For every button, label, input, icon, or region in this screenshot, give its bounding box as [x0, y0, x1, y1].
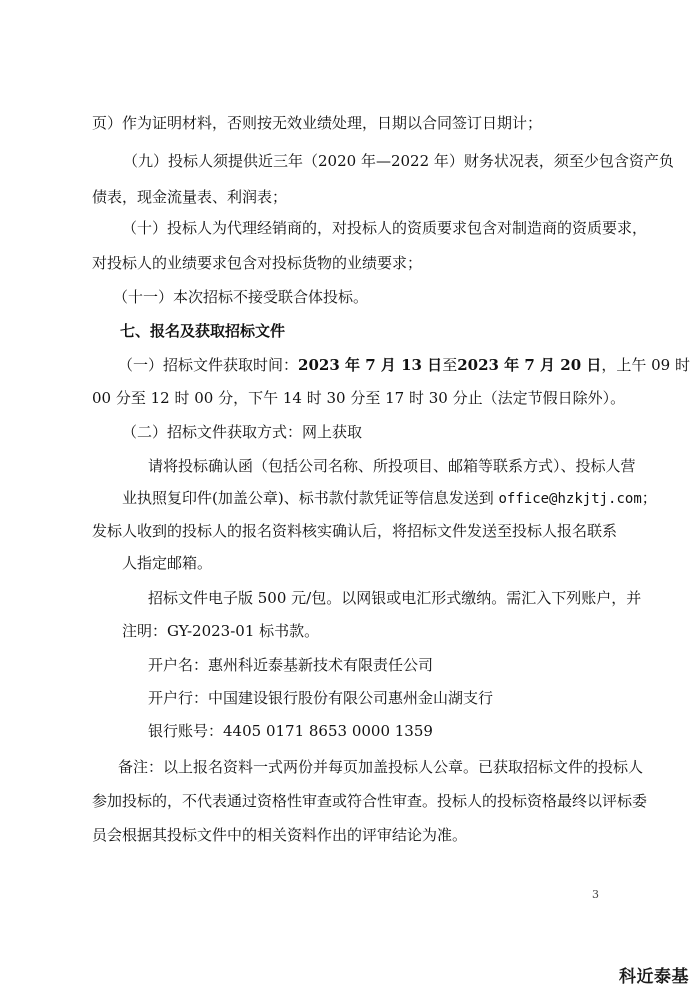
send-info-line-2: [0, 488, 700, 509]
text-line-2: （九）投标人须提供近三年（2020 年—2022 年）财务状况表，须至少包含资产负: [123, 152, 674, 170]
bank-account-name: 开户名：惠州科近泰基新技术有限责任公司: [148, 656, 434, 674]
acquire-time-line-2: 00 分至 12 时 00 分，下午 14 时 30 分至 17 时 30 分止（法定节假日除外）。: [92, 389, 626, 407]
acquire-end-date: 2023 年 7 月 20 日: [457, 356, 602, 374]
text-line-3: 债表，现金流量表、利润表；: [92, 188, 288, 206]
acquire-to: 至: [442, 356, 458, 374]
text-line-1: 页）作为证明材料，否则按无效业绩处理，日期以合同签订日期计；: [92, 114, 543, 132]
section-heading: 七、报名及获取招标文件: [120, 322, 286, 340]
watermark-text: 科近泰基: [619, 967, 689, 987]
page-number: 3: [592, 888, 599, 901]
acquire-start-date: 2023 年 7 月 13 日: [298, 356, 443, 374]
fee-line-1: 招标文件电子版 500 元/包。以网银或电汇形式缴纳。需汇入下列账户，并: [148, 589, 642, 607]
bank-name: 开户行：中国建设银行股份有限公司惠州金山湖支行: [148, 689, 494, 707]
send-info-line-2-end: ；: [641, 489, 657, 507]
send-info-line-2-text: 业执照复印件(加盖公章)、标书款付款凭证等信息发送到: [122, 489, 499, 507]
acquire-method-line: （二）招标文件获取方式：网上获取: [122, 423, 363, 441]
bank-account-number: 银行账号：4405 0171 8653 0000 1359: [148, 722, 433, 740]
acquire-time-suffix: ，上午 09 时: [601, 356, 690, 374]
note-line-1: 备注：以上报名资料一式两份并每页加盖投标人公章。已获取招标文件的投标人: [118, 758, 644, 776]
text-line-5: 对投标人的业绩要求包含对投标货物的业绩要求；: [92, 254, 423, 272]
email-link[interactable]: office@hzkjtj.com: [498, 491, 642, 507]
note-line-2: 参加投标的，不代表通过资格性审查或符合性审查。投标人的投标资格最终以评标委: [92, 792, 648, 810]
acquire-time-prefix: （一）招标文件获取时间：: [118, 356, 299, 374]
fee-line-2: 注明：GY-2023-01 标书款。: [122, 622, 320, 640]
send-info-line-4: 人指定邮箱。: [122, 554, 213, 572]
text-line-4: （十）投标人为代理经销商的，对投标人的资质要求包含对制造商的资质要求，: [122, 219, 648, 237]
text-line-6: （十一）本次招标不接受联合体投标。: [113, 288, 369, 306]
acquire-time-line-1: [0, 355, 700, 375]
note-line-3: 员会根据其投标文件中的相关资料作出的评审结论为准。: [92, 826, 468, 844]
send-info-line-1: 请将投标确认函（包括公司名称、所投项目、邮箱等联系方式）、投标人营: [148, 457, 636, 475]
send-info-line-3: 发标人收到的投标人的报名资料核实确认后，将招标文件发送至投标人报名联系: [92, 522, 618, 540]
